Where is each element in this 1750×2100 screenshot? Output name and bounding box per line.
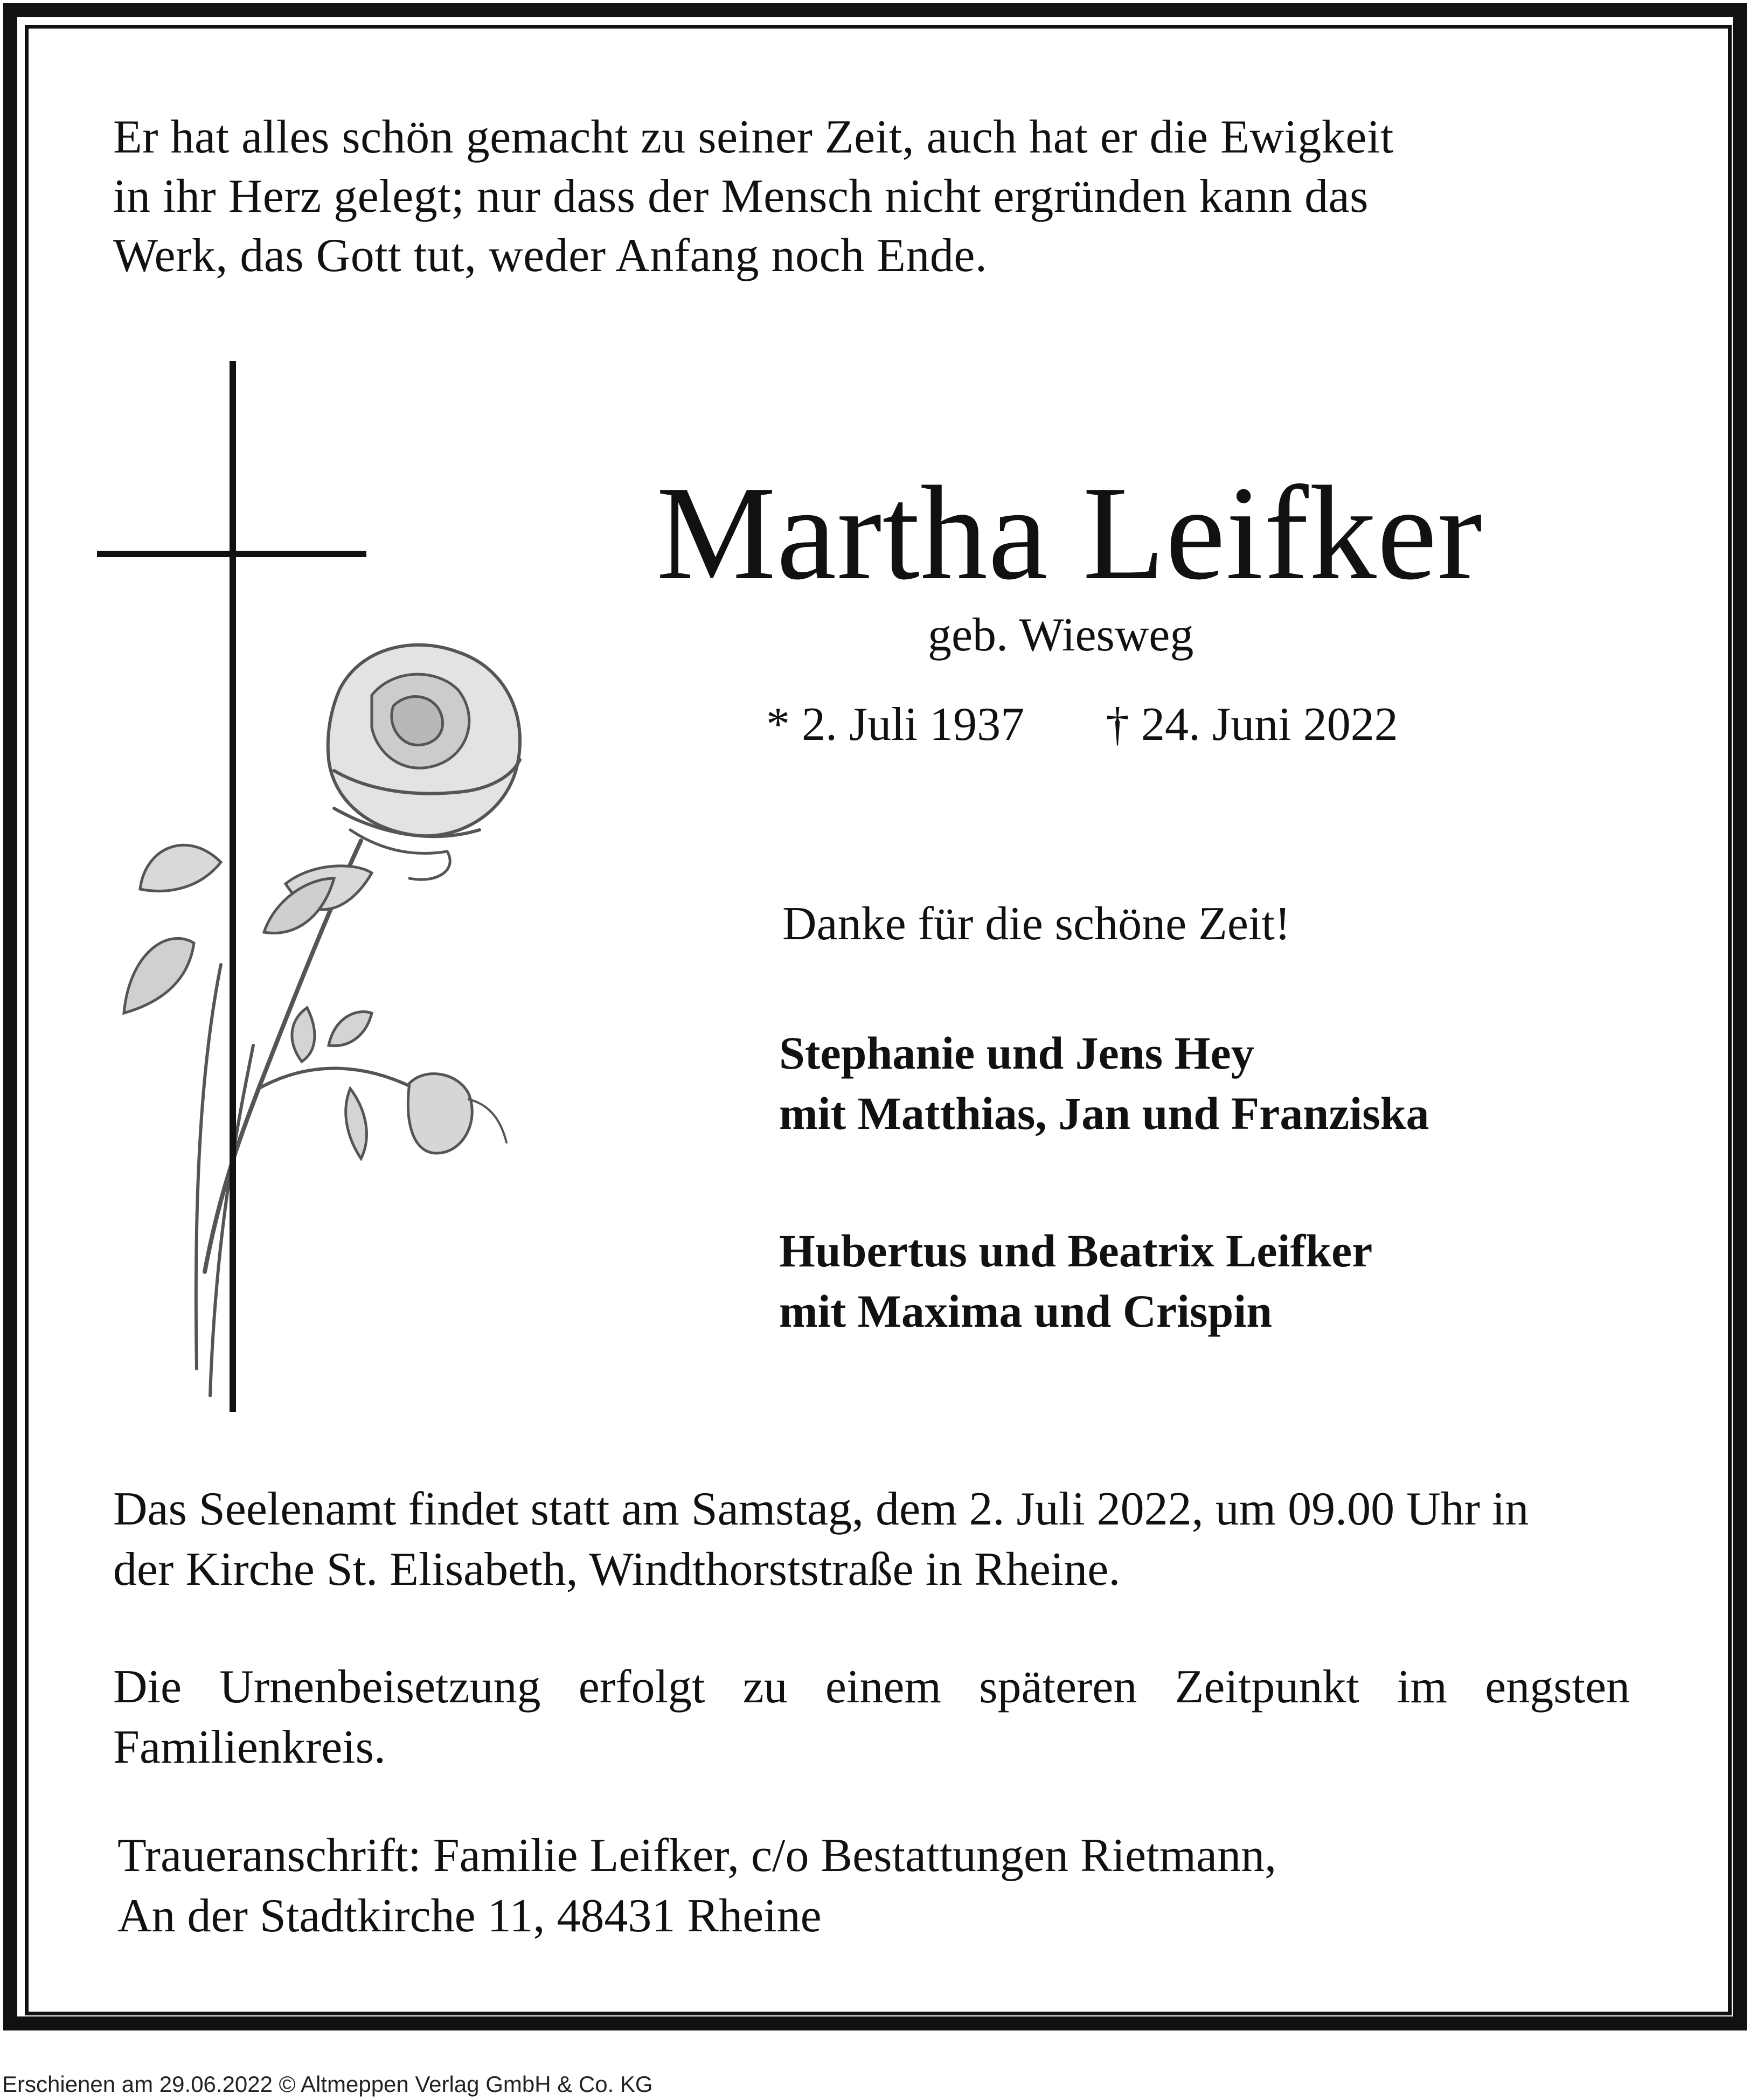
mourner-group [779,1023,1429,1143]
publication-footer: Erschienen am 29.06.2022 © Altmeppen Verlag GmbH & Co. KG [2,2071,653,2097]
cross-and-rose-illustration [81,345,566,1423]
thanks-line: Danke für die schöne Zeit! [782,898,1291,950]
verse-line: in ihr Herz gelegt; nur dass der Mensch nicht ergründen kann das [113,170,1369,223]
burial-line: Die Urnenbeisetzung erfolgt zu einem späteren Zeitpunkt im engsten [113,1661,1630,1713]
death-date: † 24. Juni 2022 [1106,698,1398,751]
service-line: der Kirche St. Elisabeth, Windthorststraße in Rheine. [113,1543,1121,1596]
mourner-names: Hubertus und Beatrix Leifker [779,1225,1373,1277]
rose-icon [124,645,520,1396]
mourner-children: mit Matthias, Jan und Franziska [779,1087,1429,1139]
verse-line: Er hat alles schön gemacht zu seiner Zeit, auch hat er die Ewigkeit [113,111,1394,163]
verse-line: Werk, das Gott tut, weder Anfang noch Ende. [113,230,988,282]
maiden-name: geb. Wiesweg [928,609,1194,661]
burial-notice [113,1657,1630,1778]
address-line: Traueranschrift: Familie Leifker, c/o Bestattungen Rietmann, [117,1829,1277,1882]
mourner-group [779,1221,1372,1341]
bible-verse [113,108,1394,286]
mourner-children: mit Maxima und Crispin [779,1285,1273,1337]
address-line: An der Stadtkirche 11, 48431 Rheine [117,1890,822,1942]
service-notice [113,1479,1630,1600]
mourner-names: Stephanie und Jens Hey [779,1027,1254,1079]
birth-date: * 2. Juli 1937 [766,698,1025,751]
service-line: Das Seelenamt findet statt am Samstag, dem 2. Juli 2022, um 09.00 Uhr in [113,1483,1529,1535]
burial-line: Familienkreis. [113,1721,386,1773]
mourning-address [117,1826,1276,1946]
deceased-name: Martha Leifker [656,459,1483,608]
